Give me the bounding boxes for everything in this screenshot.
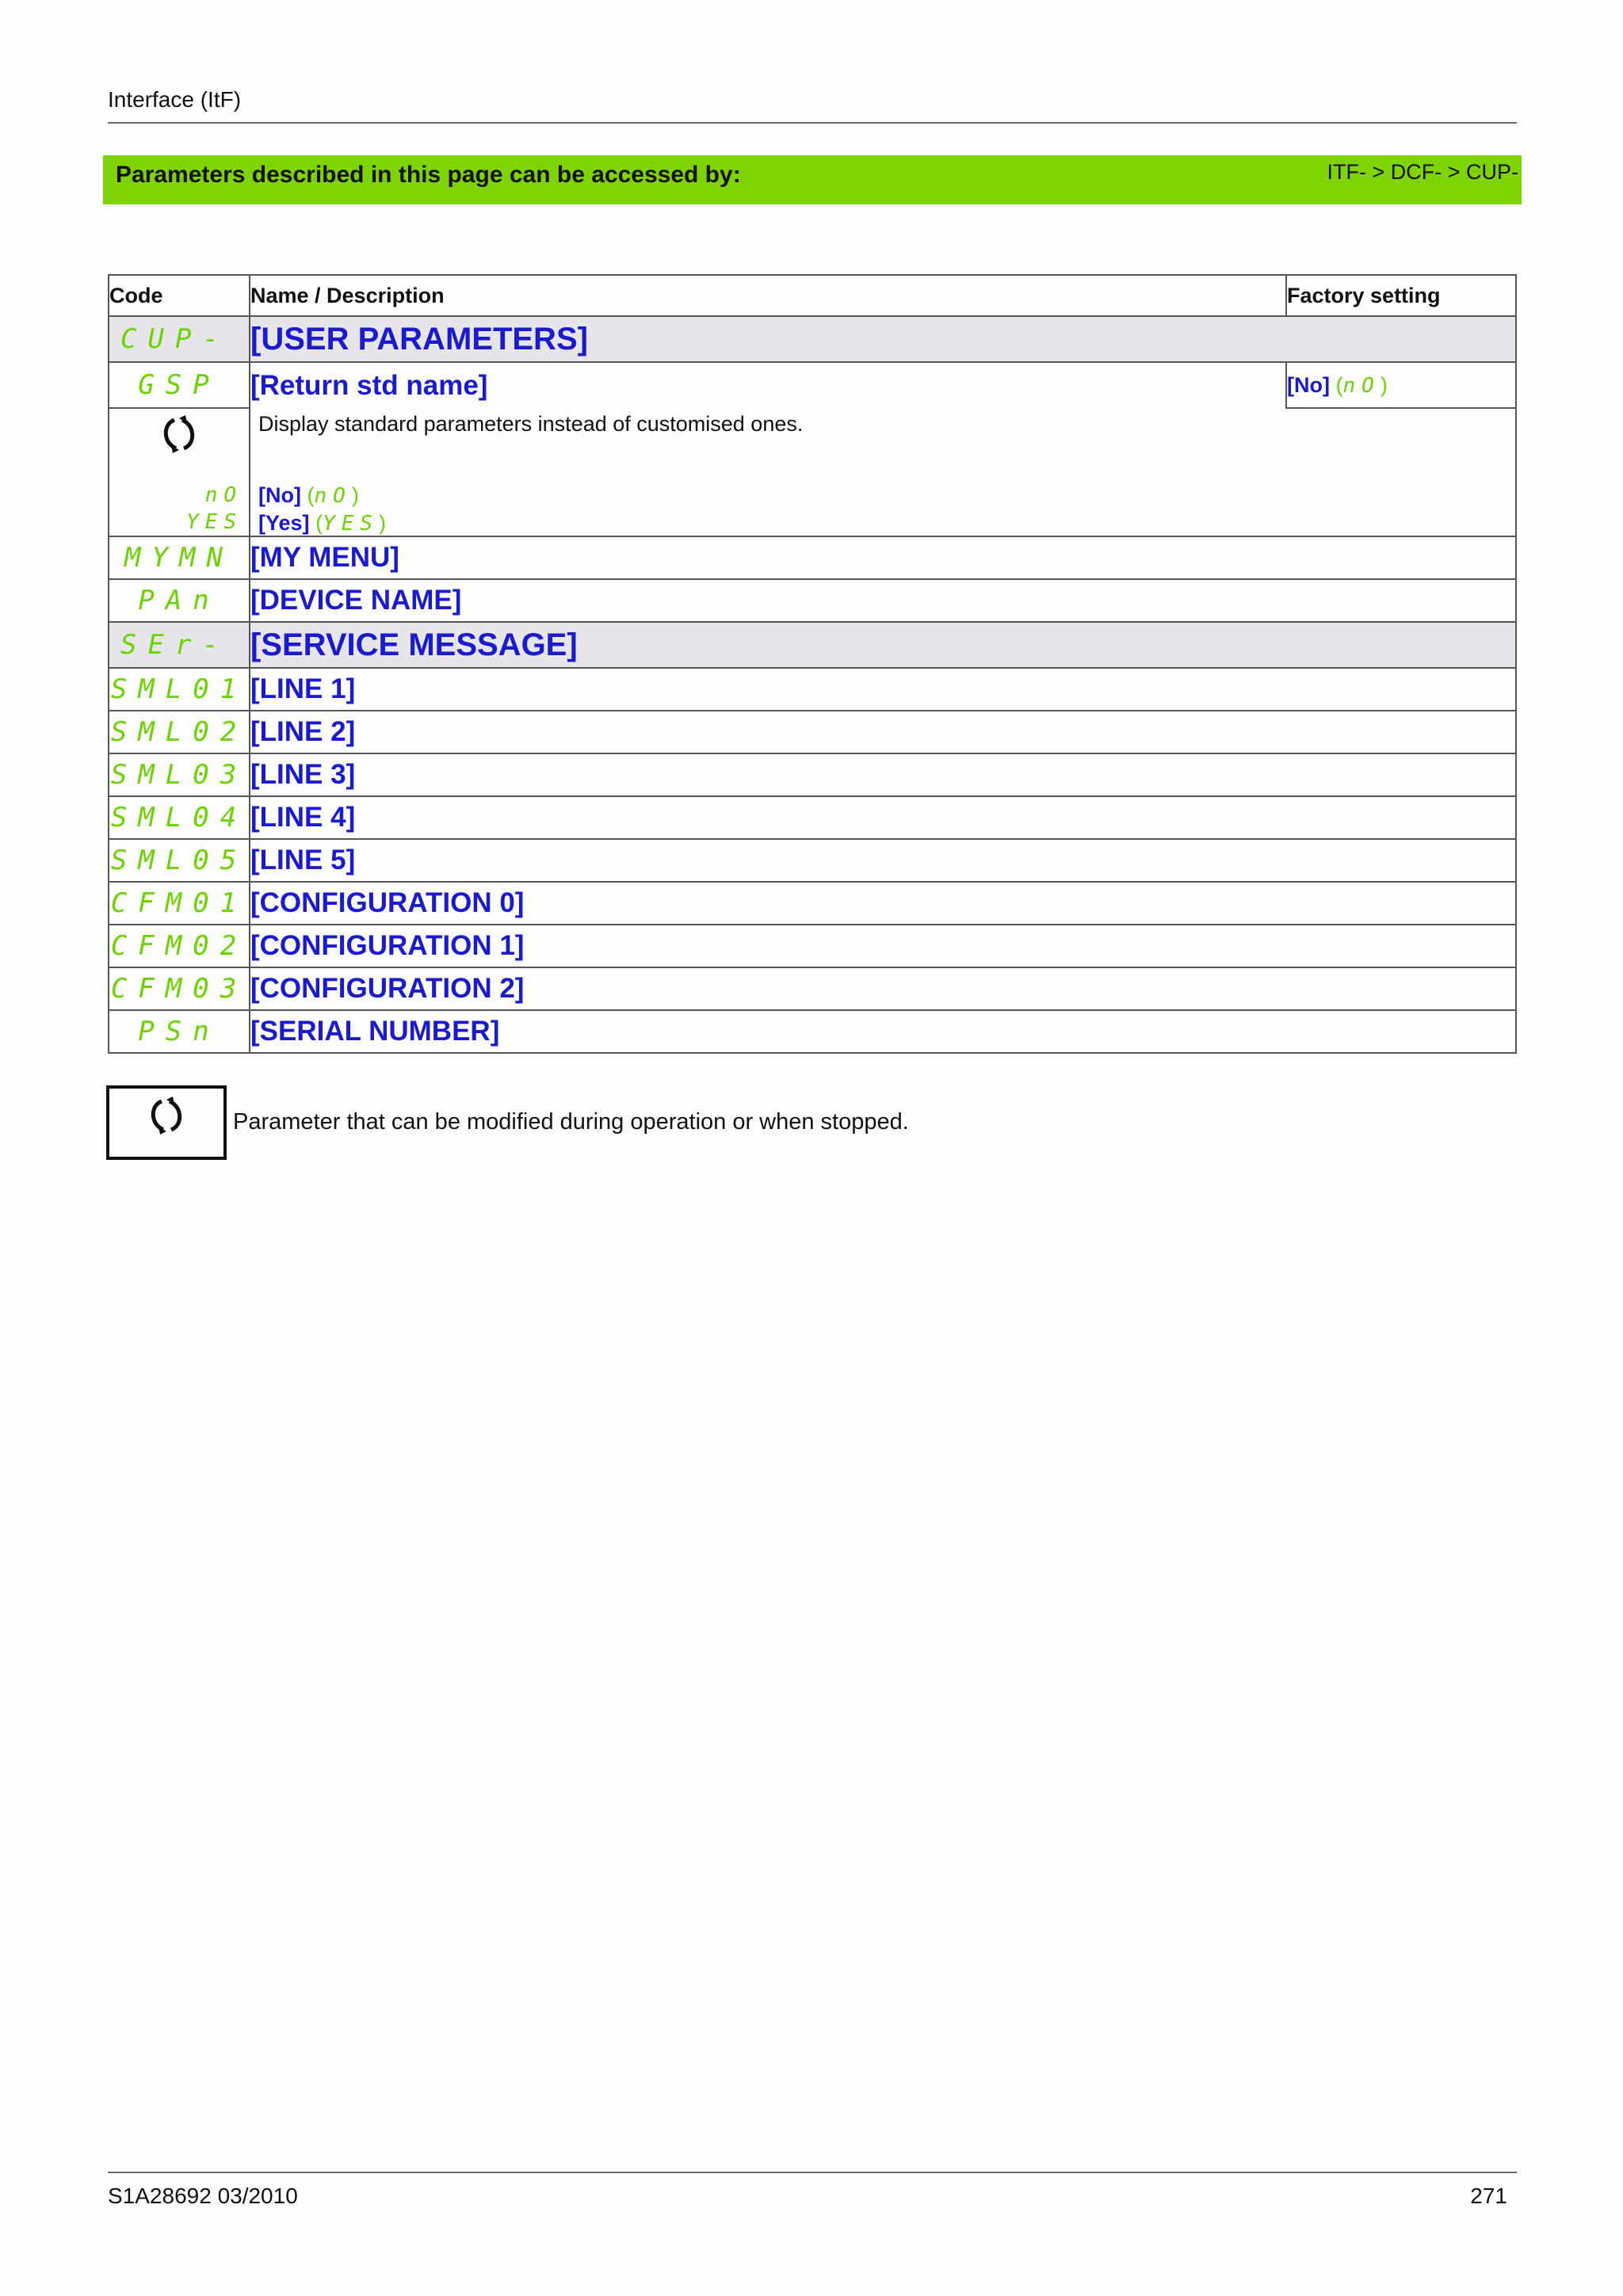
header-code: Code — [109, 275, 250, 316]
param-row-pan — [109, 579, 1516, 622]
refresh-arrows-icon — [149, 1097, 184, 1135]
param-name-config0: [CONFIGURATION 0] — [250, 882, 1516, 925]
code-psn: PSn — [138, 1016, 220, 1047]
document-reference: S1A28692 03/2010 — [108, 2183, 298, 2208]
table-row — [109, 882, 1516, 925]
page-header-title: Interface (ItF) — [108, 87, 242, 112]
option-code-no: nO — [204, 483, 242, 507]
table-row — [109, 1010, 1516, 1053]
section-title-user-parameters: [USER PARAMETERS] — [250, 316, 1516, 362]
refresh-arrows-icon — [162, 415, 197, 453]
param-name-line5: [LINE 5] — [250, 839, 1516, 882]
code-gsp: GSP — [138, 369, 220, 401]
legend-icon-box — [106, 1085, 227, 1160]
section-row-user-parameters — [109, 316, 1516, 362]
code-sml01: SML01 — [110, 673, 248, 705]
code-cfm03: CFM03 — [110, 973, 248, 1005]
table-row — [109, 753, 1516, 796]
param-name-line3: [LINE 3] — [250, 753, 1516, 796]
param-name-line4: [LINE 4] — [250, 796, 1516, 839]
option-no: [No] (nO) — [258, 483, 359, 508]
param-name-config1: [CONFIGURATION 1] — [250, 925, 1516, 967]
param-row-gsp — [109, 362, 1516, 408]
param-name-config2: [CONFIGURATION 2] — [250, 967, 1516, 1010]
legend-text: Parameter that can be modified during operation or when stopped. — [233, 1109, 909, 1135]
option-code-yes: YES — [186, 510, 242, 534]
code-ser: SEr- — [120, 629, 230, 661]
code-sml05: SML05 — [110, 845, 248, 876]
code-mymn: MYMN — [124, 542, 234, 574]
param-row-mymn — [109, 536, 1516, 579]
code-cfm02: CFM02 — [110, 930, 248, 962]
table-row — [109, 796, 1516, 839]
param-name-line2: [LINE 2] — [250, 711, 1516, 753]
section-title-service-message: [SERVICE MESSAGE] — [250, 622, 1516, 668]
page-number: 271 — [1470, 2183, 1507, 2208]
footer-rule — [108, 2172, 1517, 2173]
code-cup: CUP- — [120, 323, 230, 355]
section-row-service-message — [109, 622, 1516, 668]
code-sml03: SML03 — [110, 759, 248, 791]
param-description-gsp: Display standard parameters instead of customised ones. — [258, 412, 804, 436]
access-path: ITF- > DCF- > CUP- — [1327, 160, 1518, 184]
param-name-mymn: [MY MENU] — [250, 536, 1516, 579]
parameter-table — [108, 274, 1517, 1054]
header-rule — [108, 122, 1517, 124]
table-row — [109, 711, 1516, 753]
code-sml04: SML04 — [110, 802, 248, 833]
table-row — [109, 668, 1516, 711]
table-row — [109, 967, 1516, 1010]
param-name-serial-number: [SERIAL NUMBER] — [250, 1010, 1516, 1053]
param-name-gsp: [Return std name] — [250, 362, 1286, 408]
factory-setting-gsp: [No] (nO) — [1286, 362, 1516, 408]
code-cfm01: CFM01 — [110, 887, 248, 919]
header-factory: Factory setting — [1286, 275, 1516, 316]
param-name-line1: [LINE 1] — [250, 668, 1516, 711]
param-detail-gsp — [109, 408, 1516, 536]
header-name: Name / Description — [250, 275, 1286, 316]
option-yes: [Yes] (YES) — [258, 511, 387, 536]
code-pan: PAn — [138, 585, 220, 616]
code-sml02: SML02 — [110, 716, 248, 748]
table-row — [109, 925, 1516, 967]
access-banner-text: Parameters described in this page can be accessed by: — [116, 162, 741, 188]
table-row — [109, 839, 1516, 882]
access-banner — [103, 155, 1522, 204]
table-header-row — [109, 275, 1516, 316]
param-name-pan: [DEVICE NAME] — [250, 579, 1516, 622]
